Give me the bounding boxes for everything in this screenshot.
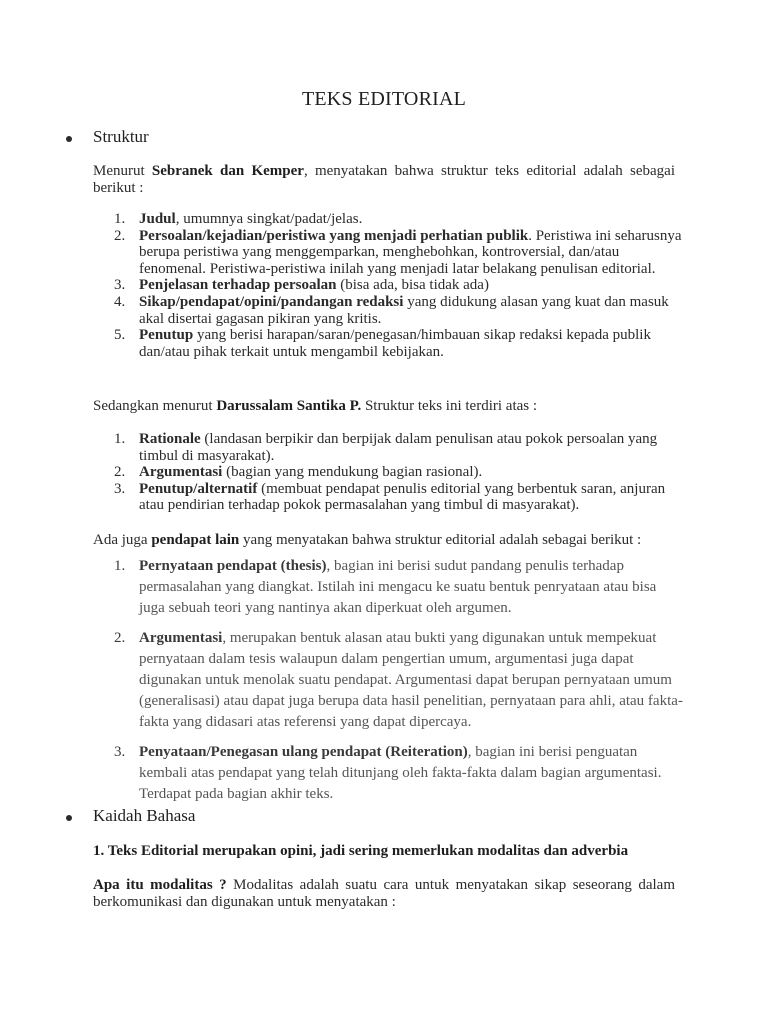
modalitas-paragraph — [93, 877, 675, 911]
list-item-text: , umumnya singkat/padat/jelas. — [175, 211, 363, 227]
list-number: 2. — [114, 227, 126, 244]
list-item-text: (bagian yang mendukung bagian rasional). — [222, 464, 483, 481]
page-title: TEKS EDITORIAL — [301, 88, 467, 110]
list-item — [93, 628, 683, 733]
list-number: 1. — [114, 431, 126, 447]
list-item-term: Sikap/pendapat/opini/pandangan redaksi — [139, 293, 404, 310]
bullet-dot-icon — [66, 136, 72, 142]
intro3-paragraph — [93, 532, 675, 549]
list-number: 2. — [114, 464, 126, 481]
list-item-term: Argumentasi — [139, 464, 223, 481]
intro3-text-rest: yang menyatakan bahwa struktur editorial adalah sebagai berikut : — [239, 532, 642, 548]
list-item-text: , merupakan bentuk alasan atau bukti yang digunakan untuk mempekuat pernyataan dalam tesis walaupun dalam pengertian umum, argumentasi juga dapat digunakan untuk menolak suatu pendapat. Argumentasi dapat berupan pernyataan umum (generalisasi) atau dapat juga berupa data hasil penelitian, pernyataan para ahli, atau fakta-fakta yang didasari atas referensi yang dapat dipercaya. — [139, 630, 683, 730]
list-item-term: Penutup — [139, 327, 194, 344]
list-item-text: . Peristiwa ini seharusnya berupa peristiwa yang menggemparkan, menghebohkan, kontroversial, dan/atau fenomenal. Peristiwa-peristiwa inilah yang menjadi latar belakang penulisan editorial. — [139, 227, 682, 277]
list-number: 3. — [114, 744, 126, 760]
list-item-text: , bagian ini berisi penguatan kembali atas pendapat yang telah ditunjang oleh fakta-fakta dalam bagian argumentasi. Terdapat pada bagian akhir teks. — [139, 744, 662, 802]
list-item-term: Penutup/alternatif — [139, 480, 258, 497]
list-item-text: yang berisi harapan/saran/penegasan/himbauan sikap redaksi kepada publik dan/atau pihak terkait untuk mengambil kebijakan. — [139, 327, 651, 360]
list-item — [93, 464, 683, 481]
intro2-author: Darussalam Santika P. — [216, 398, 362, 414]
list-item-text: (bisa ada, bisa tidak ada) — [336, 277, 489, 294]
section-heading: Kaidah Bahasa — [93, 806, 196, 825]
structure-list-2 — [93, 431, 683, 514]
list-item-term: Penjelasan terhadap persoalan — [139, 277, 337, 294]
list-item — [93, 294, 683, 327]
list-item — [93, 481, 683, 514]
list-item-term: Judul — [139, 211, 176, 227]
intro2-paragraph — [93, 398, 675, 415]
structure-list-3 — [93, 556, 683, 805]
modalitas-question: Apa itu modalitas ? — [93, 877, 227, 893]
list-item-text: (membuat pendapat penulis editorial yang berbentuk saran, anjuran atau pendirian terhadap pokok permasalahan yang timbul di masyarakat). — [139, 480, 666, 514]
modalitas-text: Modalitas adalah suatu cara untuk menyatakan sikap seseorang dalam berkomunikasi dan digunakan untuk menyatakan : — [93, 877, 676, 910]
subheading: 1. Teks Editorial merupakan opini, jadi sering memerlukan modalitas dan adverbia — [93, 843, 629, 859]
list-number: 4. — [114, 293, 126, 310]
intro3-emphasis: pendapat lain — [151, 532, 240, 548]
list-item-text: , bagian ini berisi sudut pandang penulis terhadap permasalahan yang diangkat. Istilah ini mengacu ke suatu bentuk penryataan atau bisa juga sebuah teori yang nantinya akan diperkuat oleh argumen. — [139, 558, 657, 616]
list-item-term: Argumentasi — [139, 630, 223, 646]
list-item-term: Persoalan/kejadian/peristiwa yang menjadi perhatian publik — [139, 227, 529, 244]
section-heading: Struktur — [93, 127, 149, 146]
intro-text: Menurut — [93, 163, 152, 179]
list-item — [93, 742, 683, 805]
intro2-text-rest: Struktur teks ini terdiri atas : — [361, 398, 538, 414]
list-item — [93, 228, 683, 278]
list-item — [93, 327, 683, 360]
list-item-term: Penyataan/Penegasan ulang pendapat (Reiteration) — [139, 744, 468, 760]
list-number: 2. — [114, 630, 126, 646]
intro-paragraph — [93, 163, 675, 197]
list-number: 1. — [114, 558, 126, 574]
bullet-dot-icon — [66, 815, 72, 821]
list-number: 3. — [114, 480, 126, 497]
list-item-term: Rationale — [139, 431, 201, 447]
list-item — [93, 556, 683, 619]
intro2-text: Sedangkan menurut — [93, 398, 217, 414]
list-item — [93, 211, 683, 228]
intro-author: Sebranek dan Kemper — [151, 163, 304, 179]
intro3-text: Ada juga — [93, 532, 152, 548]
list-item-text: (landasan berpikir dan berpijak dalam penulisan atau pokok persoalan yang timbul di masyarakat). — [139, 431, 658, 464]
list-item — [93, 431, 683, 464]
list-item-text: yang didukung alasan yang kuat dan masuk akal disertai gagasan pikiran yang kritis. — [139, 293, 669, 327]
structure-list-1 — [93, 211, 683, 360]
list-number: 3. — [114, 277, 126, 294]
list-number: 5. — [114, 327, 126, 344]
list-number: 1. — [114, 211, 126, 227]
list-item — [93, 277, 683, 294]
intro-text-rest: , menyatakan bahwa struktur teks editorial adalah sebagai berikut : — [93, 163, 675, 196]
list-item-term: Pernyataan pendapat (thesis) — [139, 558, 327, 574]
